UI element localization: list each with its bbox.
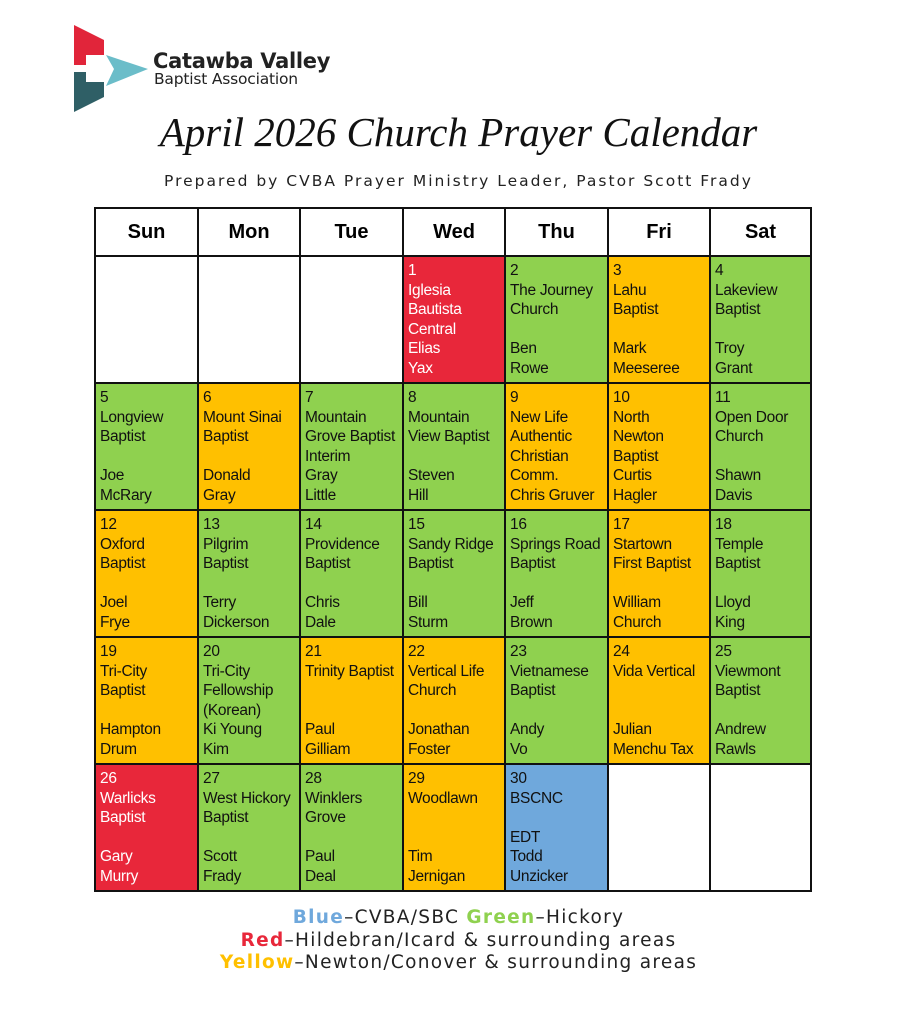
day-text-line bbox=[305, 574, 402, 594]
day-text-line: McRary bbox=[100, 486, 152, 504]
day-text-line: Baptist bbox=[408, 555, 454, 572]
day-text-line: Meeseree bbox=[613, 359, 680, 377]
day-text-line bbox=[203, 574, 299, 594]
day-text-line bbox=[510, 574, 607, 594]
day-text-line: Church bbox=[510, 301, 559, 318]
day-text-line: Fellowship bbox=[203, 682, 274, 699]
day-text-line bbox=[510, 320, 607, 340]
day-text-line: Startown bbox=[613, 535, 672, 553]
day-text-line: Gary bbox=[100, 848, 133, 865]
day-cell bbox=[95, 510, 198, 637]
day-text-line: BSCNC bbox=[510, 789, 563, 807]
day-text-line: William bbox=[613, 594, 661, 611]
legend-desc-red: –Hildebran/Icard & surrounding areas bbox=[284, 930, 677, 951]
day-text-line: Baptist bbox=[715, 555, 761, 572]
day-cell bbox=[710, 510, 811, 637]
day-text-line bbox=[408, 574, 504, 594]
day-text-line: Julian bbox=[613, 721, 652, 738]
day-text-line: Rawls bbox=[715, 740, 756, 758]
day-cell bbox=[505, 637, 608, 764]
day-number: 10 bbox=[613, 389, 630, 406]
day-cell bbox=[505, 764, 608, 891]
day-number: 23 bbox=[510, 643, 527, 660]
empty-day-cell bbox=[710, 764, 811, 891]
day-text-line: Jonathan bbox=[408, 721, 470, 738]
empty-day-cell bbox=[608, 764, 710, 891]
day-text-line bbox=[408, 447, 504, 467]
day-text-line: Providence bbox=[305, 535, 380, 553]
day-text-line: Deal bbox=[305, 867, 336, 885]
day-text-line: Baptist bbox=[613, 447, 659, 465]
day-number: 5 bbox=[100, 389, 109, 406]
day-text-line bbox=[613, 701, 709, 721]
day-text-line: Baptist bbox=[715, 682, 761, 699]
day-text-line: Paul bbox=[305, 721, 335, 738]
weekday-header: Sun bbox=[95, 208, 198, 256]
prayer-calendar bbox=[94, 207, 812, 892]
day-number: 8 bbox=[408, 389, 417, 406]
weekday-header: Tue bbox=[300, 208, 403, 256]
day-text-line: Lahu bbox=[613, 281, 647, 299]
day-text-line bbox=[715, 574, 810, 594]
day-cell bbox=[403, 510, 505, 637]
day-text-line: Scott bbox=[203, 848, 237, 865]
day-text-line: Baptist bbox=[510, 682, 556, 699]
day-text-line bbox=[715, 447, 810, 467]
day-text-line: Baptist bbox=[305, 555, 351, 572]
day-text-line: Vertical Life bbox=[408, 662, 485, 680]
day-text-line: Frye bbox=[100, 613, 130, 631]
day-number: 2 bbox=[510, 262, 519, 279]
day-cell bbox=[608, 383, 710, 510]
day-text-line bbox=[100, 828, 197, 848]
weekday-header-row bbox=[95, 208, 811, 256]
day-text-line bbox=[715, 701, 810, 721]
day-text-line bbox=[305, 828, 402, 848]
day-text-line: Christian bbox=[510, 447, 569, 465]
day-cell bbox=[608, 256, 710, 383]
day-cell bbox=[608, 637, 710, 764]
day-text-line: Springs Road bbox=[510, 535, 601, 553]
day-number: 19 bbox=[100, 643, 117, 660]
day-text-line: New Life bbox=[510, 408, 568, 426]
day-text-line: Foster bbox=[408, 740, 451, 758]
day-cell bbox=[505, 383, 608, 510]
day-number: 13 bbox=[203, 516, 220, 533]
day-text-line: The Journey bbox=[510, 281, 593, 299]
day-text-line: Central bbox=[408, 320, 456, 338]
legend-key-red: Red bbox=[240, 930, 285, 951]
day-text-line: Warlicks bbox=[100, 789, 156, 807]
day-text-line: Lloyd bbox=[715, 594, 751, 611]
day-cell bbox=[505, 510, 608, 637]
day-text-line: Ben bbox=[510, 340, 537, 357]
day-cell bbox=[505, 256, 608, 383]
day-number: 17 bbox=[613, 516, 630, 533]
day-number: 26 bbox=[100, 770, 117, 787]
cross-arrows-logo-icon bbox=[70, 22, 150, 118]
day-text-line: Lakeview bbox=[715, 281, 778, 299]
legend-key-blue: Blue bbox=[292, 907, 345, 928]
day-text-line: Steven bbox=[408, 467, 455, 484]
day-text-line: Gray bbox=[203, 486, 236, 504]
day-text-line: Joel bbox=[100, 594, 128, 611]
day-text-line: Joe bbox=[100, 467, 125, 484]
day-text-line: Tim bbox=[408, 848, 433, 865]
day-text-line: Comm. bbox=[510, 467, 559, 484]
day-text-line: Yax bbox=[408, 359, 433, 377]
day-text-line: Ki Young bbox=[203, 721, 262, 738]
day-number: 14 bbox=[305, 516, 322, 533]
day-text-line: Church bbox=[408, 682, 457, 699]
day-text-line bbox=[100, 574, 197, 594]
day-text-line: Baptist bbox=[100, 555, 146, 572]
day-text-line: Sandy Ridge bbox=[408, 535, 494, 553]
weekday-header: Mon bbox=[198, 208, 300, 256]
day-text-line: Sturm bbox=[408, 613, 448, 631]
day-text-line: North bbox=[613, 408, 650, 426]
day-text-line: Vietnamese bbox=[510, 662, 589, 680]
legend-key-yellow: Yellow bbox=[219, 952, 295, 973]
week-row bbox=[95, 510, 811, 637]
day-text-line: Hagler bbox=[613, 486, 657, 504]
day-text-line: Newton bbox=[613, 428, 664, 445]
day-text-line bbox=[715, 320, 810, 340]
day-text-line: First Baptist bbox=[613, 555, 691, 572]
day-number: 22 bbox=[408, 643, 425, 660]
day-text-line: Drum bbox=[100, 740, 137, 758]
day-number: 18 bbox=[715, 516, 732, 533]
day-text-line bbox=[613, 320, 709, 340]
day-text-line: Little bbox=[305, 486, 336, 504]
week-row bbox=[95, 256, 811, 383]
legend-line-red bbox=[0, 930, 917, 951]
empty-day-cell bbox=[300, 256, 403, 383]
day-text-line: Shawn bbox=[715, 467, 761, 484]
day-text-line: Grove Baptist bbox=[305, 428, 396, 445]
day-number: 29 bbox=[408, 770, 425, 787]
day-text-line: Tri-City bbox=[203, 662, 250, 680]
day-number: 7 bbox=[305, 389, 314, 406]
day-number: 20 bbox=[203, 643, 220, 660]
day-text-line: Mountain bbox=[305, 408, 367, 426]
day-cell bbox=[403, 256, 505, 383]
day-text-line: Andy bbox=[510, 721, 545, 738]
day-text-line: Interim bbox=[305, 447, 351, 465]
day-text-line: Longview bbox=[100, 408, 164, 426]
day-text-line: Davis bbox=[715, 486, 753, 504]
day-text-line: Troy bbox=[715, 340, 745, 357]
day-cell bbox=[403, 764, 505, 891]
day-text-line: Woodlawn bbox=[408, 789, 478, 807]
legend-line-blue-green bbox=[0, 907, 917, 928]
weekday-header: Thu bbox=[505, 208, 608, 256]
day-text-line: Church bbox=[715, 428, 764, 445]
day-text-line: EDT bbox=[510, 828, 541, 846]
day-text-line: Mark bbox=[613, 340, 647, 357]
day-text-line: Dickerson bbox=[203, 613, 270, 631]
legend-desc-yellow: –Newton/Conover & surrounding areas bbox=[294, 952, 698, 973]
day-cell bbox=[198, 764, 300, 891]
day-text-line: Terry bbox=[203, 594, 236, 611]
day-number: 11 bbox=[715, 389, 731, 406]
day-text-line: Frady bbox=[203, 867, 242, 885]
day-cell bbox=[403, 383, 505, 510]
day-text-line: Vida Vertical bbox=[613, 662, 695, 680]
day-text-line: Open Door bbox=[715, 408, 789, 426]
day-text-line: Temple bbox=[715, 535, 764, 553]
day-text-line bbox=[203, 828, 299, 848]
day-text-line: Gray bbox=[305, 467, 338, 484]
day-cell bbox=[198, 637, 300, 764]
day-cell bbox=[300, 383, 403, 510]
day-text-line: Gilliam bbox=[305, 740, 351, 758]
day-text-line: Mountain bbox=[408, 408, 470, 426]
day-text-line: Iglesia bbox=[408, 281, 451, 299]
day-text-line: Hill bbox=[408, 486, 429, 504]
day-text-line bbox=[100, 447, 197, 467]
week-row bbox=[95, 637, 811, 764]
day-text-line: King bbox=[715, 613, 745, 631]
day-cell bbox=[95, 637, 198, 764]
day-text-line: Rowe bbox=[510, 359, 549, 377]
page-subtitle: Prepared by CVBA Prayer Ministry Leader, Pastor Scott Frady bbox=[164, 172, 753, 190]
day-text-line bbox=[408, 701, 504, 721]
day-number: 27 bbox=[203, 770, 220, 787]
logo bbox=[70, 22, 330, 118]
day-text-line: Menchu Tax bbox=[613, 740, 694, 758]
weekday-header: Sat bbox=[710, 208, 811, 256]
day-number: 3 bbox=[613, 262, 622, 279]
day-text-line: Todd bbox=[510, 848, 543, 865]
day-text-line: Grove bbox=[305, 809, 346, 826]
day-text-line: View Baptist bbox=[408, 428, 490, 445]
day-text-line: Dale bbox=[305, 613, 336, 631]
day-cell bbox=[710, 256, 811, 383]
day-text-line bbox=[613, 574, 709, 594]
day-cell bbox=[198, 383, 300, 510]
day-number: 9 bbox=[510, 389, 519, 406]
day-number: 1 bbox=[408, 262, 417, 279]
day-text-line: Elias bbox=[408, 340, 441, 357]
weekday-header: Fri bbox=[608, 208, 710, 256]
day-text-line: Winklers bbox=[305, 789, 363, 807]
day-cell bbox=[95, 764, 198, 891]
day-cell bbox=[198, 510, 300, 637]
day-text-line bbox=[305, 681, 402, 701]
legend-key-green: Green bbox=[466, 907, 536, 928]
week-row bbox=[95, 764, 811, 891]
day-cell bbox=[608, 510, 710, 637]
empty-day-cell bbox=[198, 256, 300, 383]
day-number: 6 bbox=[203, 389, 212, 406]
page-title: April 2026 Church Prayer Calendar bbox=[159, 109, 758, 155]
day-text-line: Baptist bbox=[203, 555, 249, 572]
week-row bbox=[95, 383, 811, 510]
day-text-line bbox=[408, 828, 504, 848]
day-number: 30 bbox=[510, 770, 527, 787]
day-text-line: (Korean) bbox=[203, 701, 261, 719]
day-text-line: Viewmont bbox=[715, 662, 781, 680]
day-number: 4 bbox=[715, 262, 724, 279]
day-text-line: Trinity Baptist bbox=[305, 662, 394, 680]
day-text-line: Pilgrim bbox=[203, 535, 249, 553]
day-text-line: Paul bbox=[305, 848, 335, 865]
logo-subname: Baptist Association bbox=[154, 70, 298, 88]
day-number: 24 bbox=[613, 643, 630, 660]
day-text-line: Tri-City bbox=[100, 662, 147, 680]
day-text-line: Murry bbox=[100, 867, 139, 885]
weekday-header: Wed bbox=[403, 208, 505, 256]
day-text-line bbox=[305, 701, 402, 721]
day-text-line bbox=[408, 808, 504, 828]
day-cell bbox=[403, 637, 505, 764]
day-cell bbox=[95, 383, 198, 510]
day-text-line: Chris bbox=[305, 594, 340, 611]
day-text-line: Bautista bbox=[408, 301, 462, 318]
day-cell bbox=[300, 764, 403, 891]
legend-desc-blue: –CVBA/SBC bbox=[344, 907, 460, 928]
day-cell bbox=[300, 510, 403, 637]
day-text-line bbox=[510, 701, 607, 721]
day-number: 25 bbox=[715, 643, 732, 660]
legend-desc-green: –Hickory bbox=[535, 907, 625, 928]
day-text-line: Brown bbox=[510, 613, 553, 631]
logo-name: Catawba Valley bbox=[153, 49, 331, 73]
day-text-line: Baptist bbox=[100, 809, 146, 826]
day-text-line: Baptist bbox=[613, 301, 659, 318]
day-text-line: Baptist bbox=[203, 809, 249, 826]
day-text-line: Baptist bbox=[100, 428, 146, 445]
day-text-line: Baptist bbox=[203, 428, 249, 445]
day-text-line bbox=[510, 808, 607, 828]
day-text-line: West Hickory bbox=[203, 789, 291, 807]
day-number: 15 bbox=[408, 516, 425, 533]
day-text-line: Grant bbox=[715, 359, 753, 377]
day-number: 28 bbox=[305, 770, 322, 787]
day-text-line: Unzicker bbox=[510, 867, 568, 885]
day-number: 21 bbox=[305, 643, 322, 660]
day-text-line: Oxford bbox=[100, 535, 145, 553]
day-text-line: Chris Gruver bbox=[510, 486, 595, 504]
day-text-line bbox=[613, 681, 709, 701]
legend-line-yellow bbox=[0, 952, 917, 973]
day-text-line: Church bbox=[613, 613, 662, 631]
day-text-line: Jeff bbox=[510, 594, 534, 611]
day-number: 16 bbox=[510, 516, 527, 533]
day-number: 12 bbox=[100, 516, 117, 533]
day-text-line: Baptist bbox=[715, 301, 761, 318]
day-cell bbox=[300, 637, 403, 764]
day-text-line: Jernigan bbox=[408, 867, 466, 885]
day-text-line: Baptist bbox=[100, 682, 146, 699]
day-text-line: Kim bbox=[203, 740, 229, 758]
empty-day-cell bbox=[95, 256, 198, 383]
day-cell bbox=[710, 637, 811, 764]
day-text-line: Hampton bbox=[100, 721, 161, 738]
day-text-line: Authentic bbox=[510, 428, 572, 445]
day-text-line: Baptist bbox=[510, 555, 556, 572]
day-text-line: Vo bbox=[510, 740, 528, 758]
day-text-line: Curtis bbox=[613, 467, 652, 484]
day-cell bbox=[710, 383, 811, 510]
day-text-line: Mount Sinai bbox=[203, 408, 282, 426]
day-text-line: Andrew bbox=[715, 721, 766, 738]
day-text-line bbox=[100, 701, 197, 721]
day-text-line bbox=[203, 447, 299, 467]
day-text-line: Bill bbox=[408, 594, 428, 611]
day-text-line: Donald bbox=[203, 467, 251, 484]
